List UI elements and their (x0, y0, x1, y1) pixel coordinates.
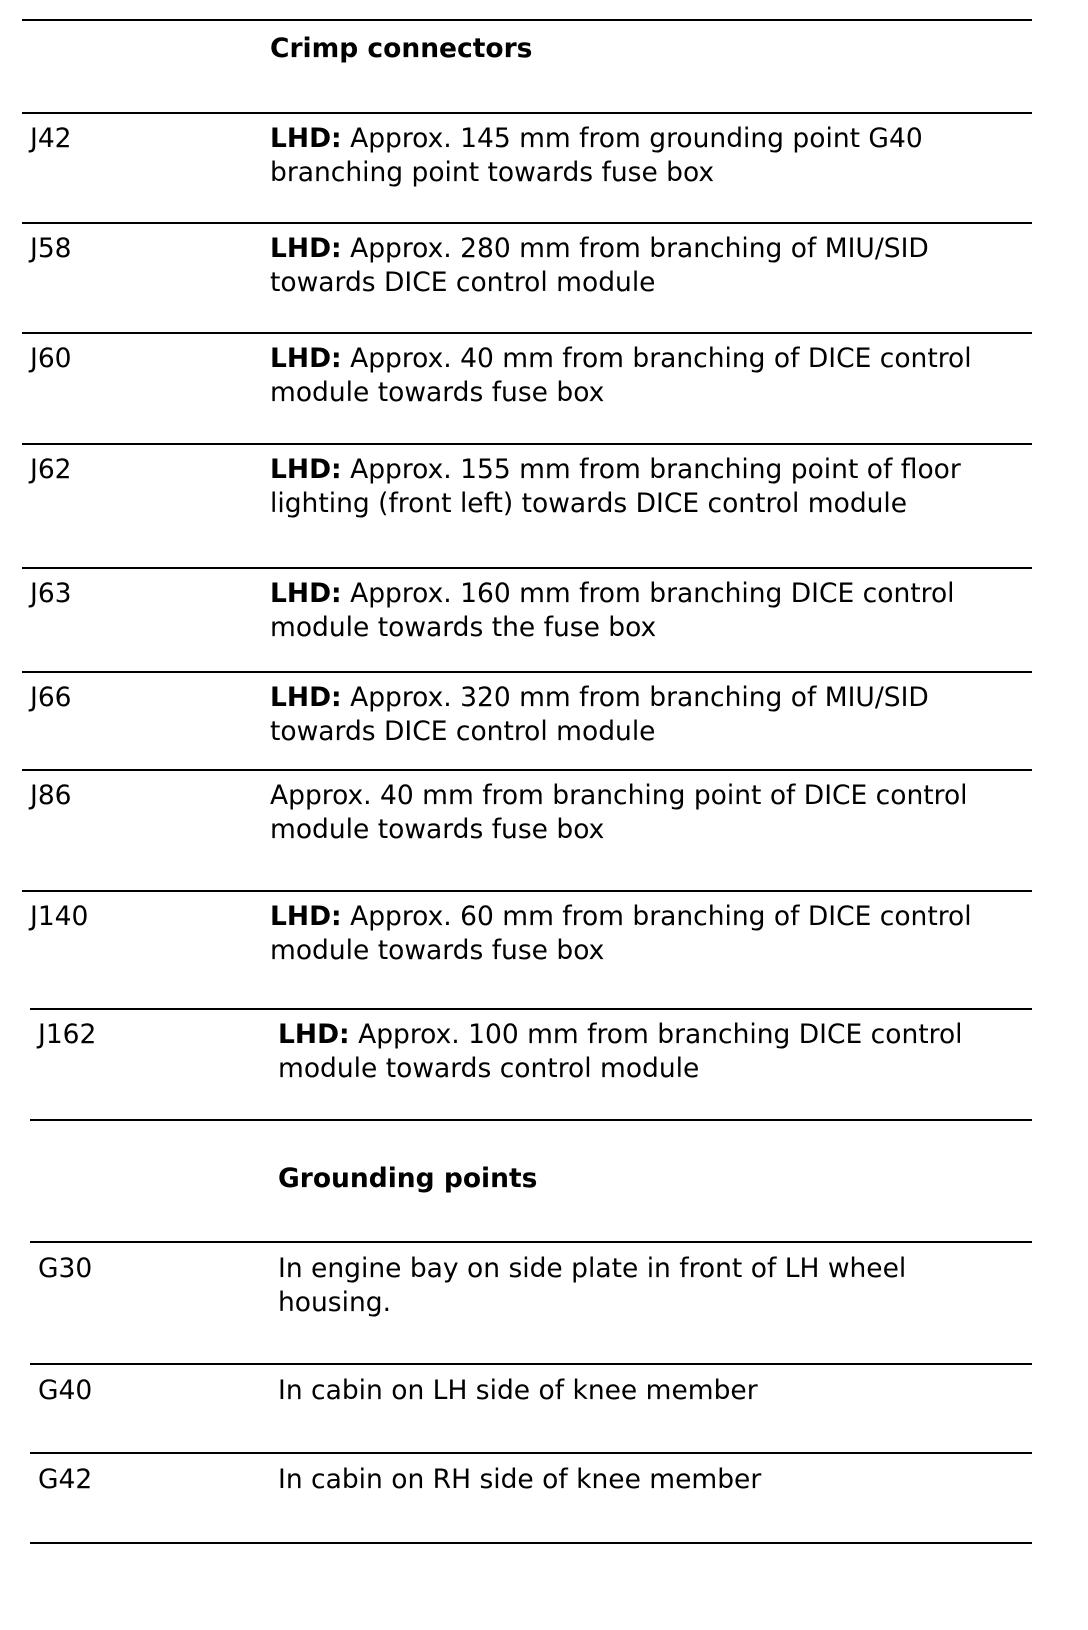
row-divider (22, 567, 1032, 569)
row-code: J66 (30, 682, 72, 713)
row-text: Approx. 155 mm from branching point of floor lighting (front left) towards DICE control module (270, 454, 961, 519)
row-prefix: LHD: (270, 123, 342, 154)
section-divider (30, 1119, 1032, 1121)
row-text: In cabin on RH side of knee member (278, 1464, 762, 1495)
row-code: G40 (38, 1375, 93, 1406)
row-code: G42 (38, 1464, 93, 1495)
row-description (278, 1463, 1013, 1497)
row-prefix: LHD: (270, 682, 342, 713)
row-text: Approx. 320 mm from branching of MIU/SID towards DICE control module (270, 682, 929, 747)
section-heading-grounding-points: Grounding points (278, 1163, 538, 1194)
row-code: J60 (30, 343, 72, 374)
row-code: J58 (30, 233, 72, 264)
row-text: In cabin on LH side of knee member (278, 1375, 758, 1406)
row-description (270, 232, 1010, 300)
top-rule (22, 19, 1032, 21)
row-description (270, 779, 1010, 847)
row-text: Approx. 40 mm from branching of DICE control module towards fuse box (270, 343, 972, 408)
row-divider (22, 332, 1032, 334)
row-divider (22, 443, 1032, 445)
row-description (278, 1374, 1013, 1408)
section-heading-crimp-connectors: Crimp connectors (270, 33, 533, 64)
row-divider (22, 769, 1032, 771)
row-text: In engine bay on side plate in front of LH wheel housing. (278, 1253, 907, 1318)
row-text: Approx. 40 mm from branching point of DICE control module towards fuse box (270, 780, 968, 845)
row-code: J62 (30, 454, 72, 485)
row-divider (30, 1452, 1032, 1454)
row-description (270, 681, 1010, 749)
row-description (270, 453, 1010, 521)
row-description (270, 577, 1010, 645)
row-text: Approx. 280 mm from branching of MIU/SID towards DICE control module (270, 233, 929, 298)
row-description (278, 1018, 1013, 1086)
row-prefix: LHD: (270, 454, 342, 485)
row-code: J63 (30, 578, 72, 609)
row-code: J162 (38, 1019, 97, 1050)
row-prefix: LHD: (270, 233, 342, 264)
row-divider (30, 1363, 1032, 1365)
row-divider (22, 671, 1032, 673)
row-description (270, 900, 1010, 968)
row-description (270, 342, 1010, 410)
row-code: J42 (30, 123, 72, 154)
row-divider (30, 1008, 1032, 1010)
row-prefix: LHD: (270, 343, 342, 374)
row-prefix: LHD: (270, 901, 342, 932)
row-text: Approx. 100 mm from branching DICE control module towards control module (278, 1019, 963, 1084)
row-text: Approx. 145 mm from grounding point G40 branching point towards fuse box (270, 123, 923, 188)
row-code: G30 (38, 1253, 93, 1284)
row-text: Approx. 160 mm from branching DICE control module towards the fuse box (270, 578, 955, 643)
row-code: J86 (30, 780, 72, 811)
row-code: J140 (30, 901, 89, 932)
row-description (278, 1252, 1013, 1320)
row-text: Approx. 60 mm from branching of DICE control module towards fuse box (270, 901, 972, 966)
bottom-rule (30, 1542, 1032, 1544)
row-description (270, 122, 1010, 190)
row-prefix: LHD: (278, 1019, 350, 1050)
row-prefix: LHD: (270, 578, 342, 609)
row-divider (22, 222, 1032, 224)
row-divider (22, 890, 1032, 892)
row-divider (22, 112, 1032, 114)
row-divider (30, 1241, 1032, 1243)
